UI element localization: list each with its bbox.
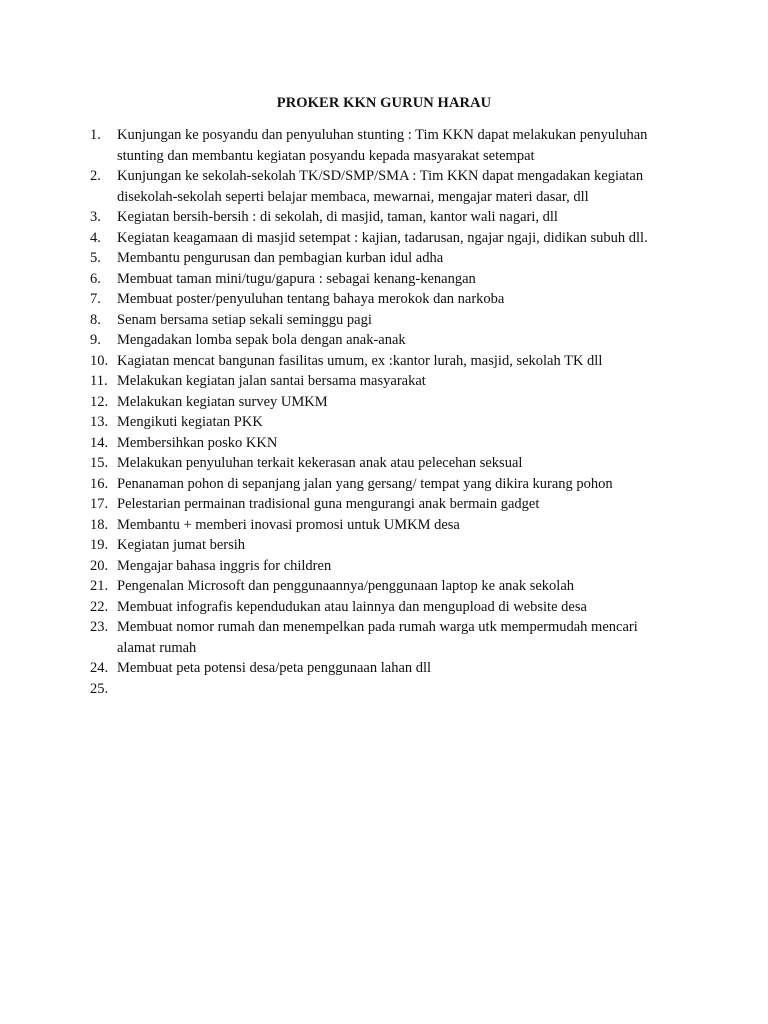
list-item	[90, 371, 680, 392]
item-text: Mengikuti kegiatan PKK	[117, 414, 263, 430]
list-item	[90, 515, 680, 536]
item-text: Pengenalan Microsoft dan penggunaannya/penggunaan laptop ke anak sekolah	[117, 578, 575, 594]
item-number: 25.	[90, 680, 109, 697]
item-number: 23.	[90, 619, 109, 635]
item-text: Senam bersama setiap sekali seminggu pagi	[117, 311, 372, 328]
list-item	[90, 166, 680, 207]
item-number: 12.	[90, 393, 109, 410]
item-number: 2.	[90, 168, 101, 184]
item-number: 21.	[90, 578, 109, 594]
list-item	[90, 351, 680, 372]
list-item	[90, 228, 680, 249]
list-item	[90, 658, 680, 679]
item-number: 10.	[90, 352, 109, 369]
list-item	[90, 679, 680, 700]
list-item	[90, 617, 680, 658]
item-text: Membuat taman mini/tugu/gapura : sebagai kenang-kenangan	[117, 270, 476, 287]
list-item	[90, 576, 680, 597]
item-number: 22.	[90, 598, 109, 615]
list-item	[90, 453, 680, 474]
item-text: Kegiatan jumat bersih	[117, 537, 246, 553]
item-text: Mengadakan lomba sepak bola dengan anak-anak	[117, 332, 406, 348]
item-number: 1.	[90, 127, 101, 143]
document-title: PROKER KKN GURUN HARAU	[276, 95, 492, 111]
item-number: 9.	[90, 332, 101, 348]
item-text: Kegiatan bersih-bersih : di sekolah, di masjid, taman, kantor wali nagari, dll	[117, 209, 558, 225]
item-text: Membuat peta potensi desa/peta penggunaan lahan dll	[117, 660, 432, 676]
item-number: 24.	[90, 660, 109, 676]
item-text: Kegiatan keagamaan di masjid setempat : kajian, tadarusan, ngajar ngaji, didikan subuh dll.	[117, 229, 648, 246]
item-number: 3.	[90, 209, 101, 225]
list-item	[90, 310, 680, 331]
list-item	[90, 494, 680, 515]
item-text: Membersihkan posko KKN	[117, 434, 278, 451]
item-number: 4.	[90, 229, 101, 246]
list-item	[90, 392, 680, 413]
item-text: Membuat nomor rumah dan menempelkan pada rumah warga utk mempermudah mencari alamat rumah	[117, 619, 638, 656]
item-number: 13.	[90, 414, 109, 430]
list-item	[90, 412, 680, 433]
list-item	[90, 474, 680, 495]
list-item	[90, 207, 680, 228]
list-item	[90, 269, 680, 290]
list-item	[90, 556, 680, 577]
item-number: 14.	[90, 434, 109, 451]
item-text: Kunjungan ke posyandu dan penyuluhan stunting : Tim KKN dapat melakukan penyuluhan stunting dan membantu kegiatan posyandu kepada masyarakat setempat	[117, 127, 648, 164]
item-text: Pelestarian permainan tradisional guna mengurangi anak bermain gadget	[117, 496, 540, 512]
item-number: 8.	[90, 311, 101, 328]
list-item	[90, 248, 680, 269]
item-text: Melakukan kegiatan survey UMKM	[117, 393, 328, 410]
item-text: Kagiatan mencat bangunan fasilitas umum, ex :kantor lurah, masjid, sekolah TK dll	[117, 352, 603, 369]
list-item	[90, 535, 680, 556]
item-text: Melakukan penyuluhan terkait kekerasan anak atau pelecehan seksual	[117, 455, 523, 471]
item-text: Melakukan kegiatan jalan santai bersama masyarakat	[117, 373, 426, 389]
list-item	[90, 289, 680, 310]
item-text: Membuat infografis kependudukan atau lainnya dan mengupload di website desa	[117, 598, 587, 615]
item-number: 16.	[90, 475, 109, 492]
item-number: 11.	[90, 373, 108, 389]
list-item	[90, 433, 680, 454]
item-number: 5.	[90, 250, 101, 266]
item-text: Membantu pengurusan dan pembagian kurban idul adha	[117, 250, 444, 266]
list-item	[90, 330, 680, 351]
item-number: 17.	[90, 496, 109, 512]
item-number: 20.	[90, 557, 109, 574]
item-number: 6.	[90, 270, 101, 287]
item-number: 18.	[90, 516, 109, 533]
list-item	[90, 125, 680, 166]
item-number: 15.	[90, 455, 109, 471]
item-number: 7.	[90, 291, 101, 307]
list-item	[90, 597, 680, 618]
item-text: Kunjungan ke sekolah-sekolah TK/SD/SMP/SMA : Tim KKN dapat mengadakan kegiatan disekolah-sekolah seperti belajar membaca, mewarnai, mengajar materi dasar, dll	[117, 168, 644, 205]
item-number: 19.	[90, 537, 109, 553]
item-text: Membuat poster/penyuluhan tentang bahaya merokok dan narkoba	[117, 291, 505, 307]
proker-list	[90, 125, 680, 699]
item-text: Penanaman pohon di sepanjang jalan yang gersang/ tempat yang dikira kurang pohon	[117, 475, 613, 492]
item-text: Membantu + memberi inovasi promosi untuk UMKM desa	[117, 516, 460, 533]
item-text: Mengajar bahasa inggris for children	[117, 557, 332, 574]
